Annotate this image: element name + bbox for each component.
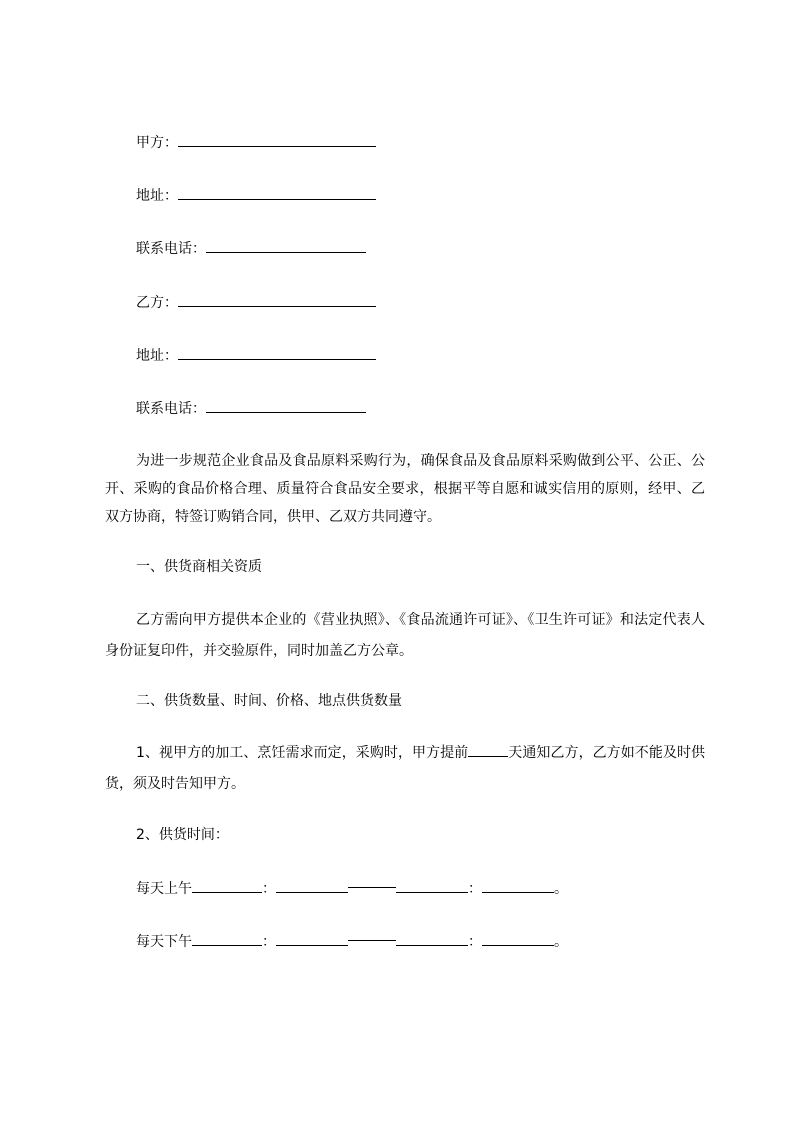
section1-body: 乙方需向甲方提供本企业的《营业执照》、《食品流通许可证》、《卫生许可证》和法定代表人身份证复印件，并交验原件，同时加盖乙方公章。 (105, 612, 705, 659)
section2-heading: 二、供货数量、时间、价格、地点供货数量 (136, 693, 402, 709)
afternoon-range-dash (348, 940, 396, 941)
morning-colon-2: ： (468, 881, 482, 897)
party-a-name-blank (178, 132, 376, 147)
party-a-name-row (136, 132, 376, 152)
afternoon-colon-2: ： (468, 934, 482, 950)
morning-start-hour-blank (192, 878, 262, 893)
party-b-address-row (136, 345, 376, 365)
morning-period: 。 (554, 881, 568, 897)
afternoon-colon-1: ： (262, 934, 276, 950)
item1-text-before: 1、视甲方的加工、烹饪需求而定，采购时，甲方提前 (136, 745, 469, 761)
party-a-address-row (136, 185, 376, 205)
morning-time-row (136, 878, 568, 898)
section2-item1 (105, 738, 705, 800)
morning-range-dash (348, 887, 396, 888)
party-b-name-row (136, 292, 376, 312)
party-b-name-label: 乙方： (136, 295, 178, 311)
party-a-phone-blank (206, 238, 366, 253)
intro-paragraph: 为进一步规范企业食品及食品原料采购行为，确保食品及食品原料采购做到公平、公正、公开、采购的食品价格合理、质量符合食品安全要求，根据平等自愿和诚实信用的原则，经甲、乙双方协商，特签订购销合同，供甲、乙双方共同遵守。 (105, 453, 705, 525)
afternoon-start-hour-blank (192, 931, 262, 946)
morning-end-minute-blank (482, 878, 554, 893)
party-a-name-label: 甲方： (136, 135, 178, 151)
afternoon-period: 。 (554, 934, 568, 950)
morning-colon-1: ： (262, 881, 276, 897)
afternoon-label: 每天下午 (136, 934, 192, 950)
afternoon-start-minute-blank (276, 931, 348, 946)
party-a-phone-row (136, 238, 366, 258)
morning-end-hour-blank (396, 878, 468, 893)
party-b-address-label: 地址： (136, 348, 178, 364)
advance-days-blank (468, 742, 508, 757)
morning-label: 每天上午 (136, 881, 192, 897)
afternoon-time-row (136, 931, 568, 951)
party-a-address-blank (178, 185, 376, 200)
morning-start-minute-blank (276, 878, 348, 893)
afternoon-end-hour-blank (396, 931, 468, 946)
party-b-address-blank (178, 345, 376, 360)
section1-heading: 一、供货商相关资质 (136, 559, 262, 575)
party-b-phone-row (136, 398, 366, 418)
party-a-phone-label: 联系电话： (136, 241, 206, 257)
item1-text-after: 天通知乙方，乙方如不能及时供货，须及时告知甲方。 (105, 745, 706, 792)
afternoon-end-minute-blank (482, 931, 554, 946)
party-b-name-blank (178, 292, 376, 307)
section2-item2-label: 2、供货时间： (136, 827, 229, 843)
party-a-address-label: 地址： (136, 188, 178, 204)
party-b-phone-blank (206, 398, 366, 413)
party-b-phone-label: 联系电话： (136, 401, 206, 417)
